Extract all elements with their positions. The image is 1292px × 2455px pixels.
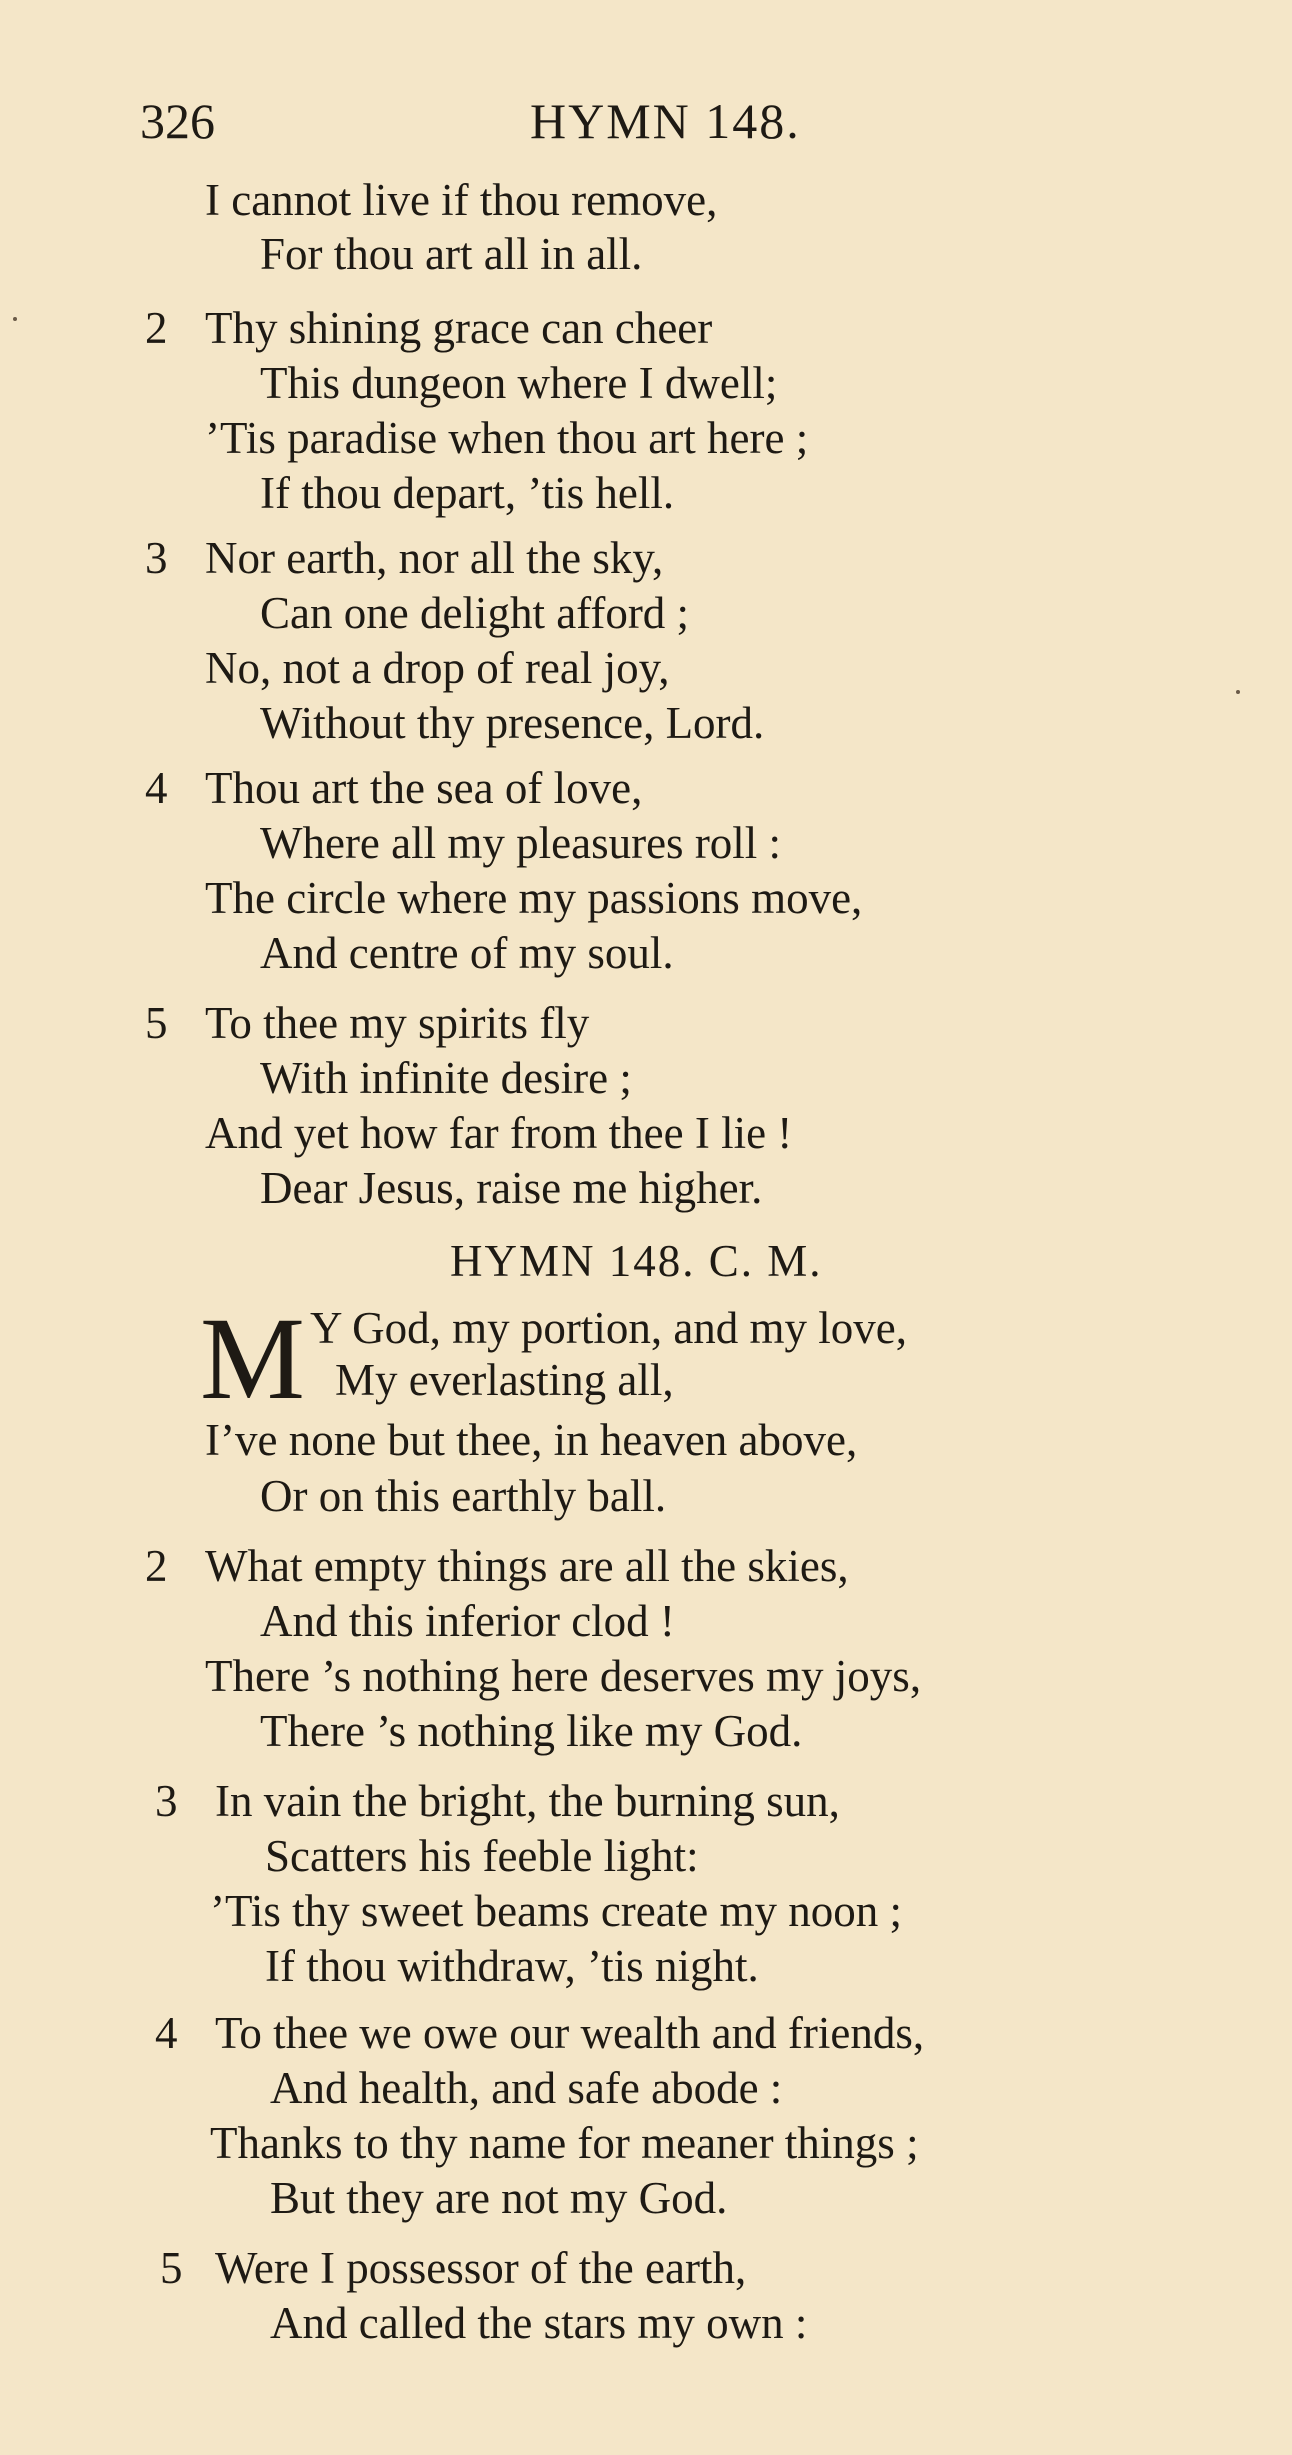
- verse-line: I’ve none but thee, in heaven above,: [205, 1415, 858, 1465]
- verse-line: This dungeon where I dwell;: [260, 358, 778, 408]
- verse-line: And centre of my soul.: [260, 928, 674, 978]
- verse-line: I cannot live if thou remove,: [205, 175, 718, 225]
- verse-line: With infinite desire ;: [260, 1053, 632, 1103]
- verse-line: What empty things are all the skies,: [205, 1541, 849, 1591]
- verse-line: And health, and safe abode :: [270, 2063, 783, 2113]
- verse-line: Without thy presence, Lord.: [260, 698, 765, 748]
- verse-line: Dear Jesus, raise me higher.: [260, 1163, 763, 1213]
- verse-line: My everlasting all,: [335, 1355, 674, 1405]
- verse-line: There ’s nothing here deserves my joys,: [205, 1651, 922, 1701]
- stanza-number: 5: [145, 998, 168, 1048]
- verse-line: For thou art all in all.: [260, 229, 643, 279]
- verse-line: Were I possessor of the earth,: [215, 2243, 747, 2293]
- verse-line: Can one delight afford ;: [260, 588, 690, 638]
- verse-line: But they are not my God.: [270, 2173, 728, 2223]
- verse-line: To thee my spirits fly: [205, 998, 590, 1048]
- verse-line: Y God, my portion, and my love,: [310, 1303, 908, 1353]
- stanza-number: 2: [145, 1541, 168, 1591]
- verse-line: Nor earth, nor all the sky,: [205, 533, 664, 583]
- verse-line: Thy shining grace can cheer: [205, 303, 713, 353]
- verse-line: The circle where my passions move,: [205, 873, 863, 923]
- verse-line: Or on this earthly ball.: [260, 1471, 667, 1521]
- running-head: HYMN 148.: [530, 93, 801, 149]
- stanza-number: 2: [145, 303, 168, 353]
- print-speck: [13, 317, 17, 321]
- verse-line: ’Tis thy sweet beams create my noon ;: [210, 1886, 902, 1936]
- stanza-number: 5: [160, 2243, 183, 2293]
- page-number: 326: [140, 93, 215, 149]
- print-speck: [1236, 690, 1240, 694]
- verse-line: If thou depart, ’tis hell.: [260, 468, 675, 518]
- verse-line: Scatters his feeble light:: [265, 1831, 699, 1881]
- hymn-title: HYMN 148. C. M.: [450, 1236, 823, 1286]
- verse-line: ’Tis paradise when thou art here ;: [205, 413, 809, 463]
- stanza-number: 4: [155, 2008, 178, 2058]
- verse-line: And yet how far from thee I lie !: [205, 1108, 793, 1158]
- verse-line: Thanks to thy name for meaner things ;: [210, 2118, 919, 2168]
- stanza-number: 4: [145, 763, 168, 813]
- verse-line: In vain the bright, the burning sun,: [215, 1776, 840, 1826]
- verse-line: If thou withdraw, ’tis night.: [265, 1941, 759, 1991]
- verse-line: And called the stars my own :: [270, 2298, 808, 2348]
- verse-line: No, not a drop of real joy,: [205, 643, 670, 693]
- stanza-number: 3: [155, 1776, 178, 1826]
- stanza-number: 3: [145, 533, 168, 583]
- verse-line: To thee we owe our wealth and friends,: [215, 2008, 925, 2058]
- verse-line: Where all my pleasures roll :: [260, 818, 782, 868]
- verse-line: Thou art the sea of love,: [205, 763, 643, 813]
- verse-line: And this inferior clod !: [260, 1596, 675, 1646]
- verse-line: There ’s nothing like my God.: [260, 1706, 803, 1756]
- drop-cap: M: [200, 1293, 305, 1424]
- page-header: [140, 92, 900, 152]
